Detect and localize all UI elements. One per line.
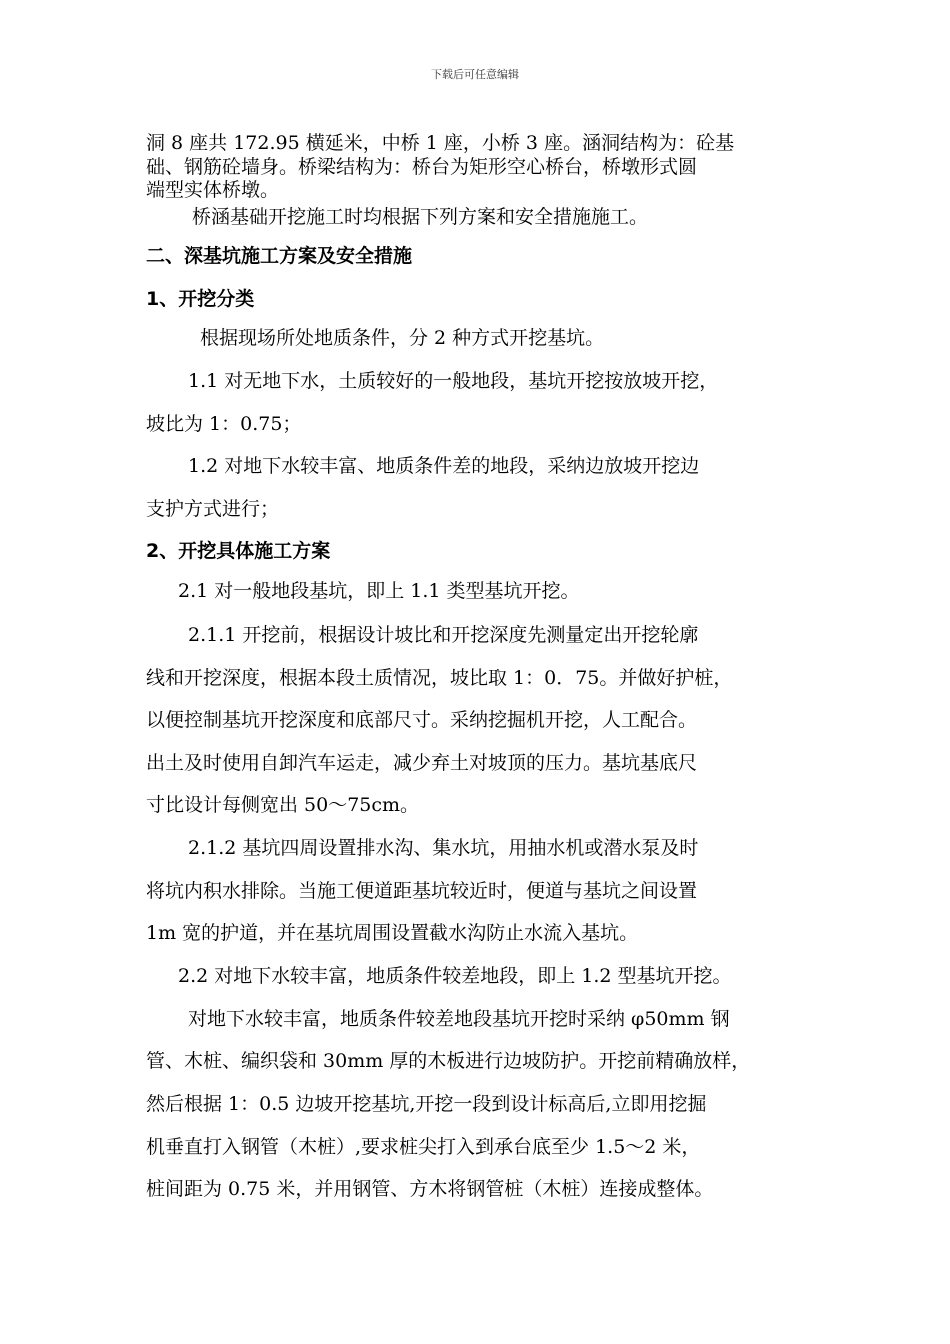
text-line: 1m 宽的护道，并在基坑周围设置截水沟防止水流入基坑。 [146,922,639,944]
text-line: 2.1.2 基坑四周设置排水沟、集水坑，用抽水机或潜水泵及时 [188,837,699,859]
text-line: 机垂直打入钢管（木桩）,要求桩尖打入到承台底至少 1.5～2 米， [146,1136,701,1158]
text-line: 桥涵基础开挖施工时均根据下列方案和安全措施施工。 [192,206,649,228]
page-header-note: 下载后可任意编辑 [431,68,519,81]
text-line: 支护方式进行； [146,498,280,520]
text-line: 坡比为 1：0.75； [146,413,302,435]
text-line: 1.2 对地下水较丰富、地质条件差的地段，采纳边放坡开挖边 [188,455,700,477]
text-line: 端型实体桥墩。 [146,179,280,201]
text-line: 以便控制基坑开挖深度和底部尺寸。采纳挖掘机开挖，人工配合。 [146,709,698,731]
text-line: 2.1 对一般地段基坑，即上 1.1 类型基坑开挖。 [178,580,580,602]
text-line: 出土及时使用自卸汽车运走，减少弃土对坡顶的压力。基坑基底尺 [146,752,698,774]
text-line: 管、木桩、编织袋和 30mm 厚的木板进行边坡防护。开挖前精确放样， [146,1050,751,1072]
text-line: 线和开挖深度，根据本段土质情况，坡比取 1：0．75。并做好护桩， [146,667,733,689]
subsection-heading: 1、开挖分类 [146,288,255,310]
subsection-heading: 2、开挖具体施工方案 [146,540,331,562]
section-heading: 二、深基坑施工方案及安全措施 [146,245,413,267]
text-line: 根据现场所处地质条件，分 2 种方式开挖基坑。 [200,327,605,349]
text-line: 然后根据 1：0.5 边坡开挖基坑,开挖一段到设计标高后,立即用挖掘 [146,1093,707,1115]
text-line: 将坑内积水排除。当施工便道距基坑较近时，便道与基坑之间设置 [146,880,698,902]
text-line: 洞 8 座共 172.95 横延米，中桥 1 座，小桥 3 座。涵洞结构为：砼基 [146,132,735,154]
text-line: 础、钢筋砼墙身。桥梁结构为：桥台为矩形空心桥台，桥墩形式圆 [146,156,698,178]
text-line: 1.1 对无地下水，土质较好的一般地段，基坑开挖按放坡开挖， [188,370,719,392]
text-line: 2.1.1 开挖前，根据设计坡比和开挖深度先测量定出开挖轮廓 [188,624,699,646]
text-line: 对地下水较丰富，地质条件较差地段基坑开挖时采纳 φ50mm 钢 [188,1008,730,1030]
text-line: 桩间距为 0.75 米，并用钢管、方木将钢管桩（木桩）连接成整体。 [146,1178,714,1200]
text-line: 寸比设计每侧宽出 50～75cm。 [146,794,420,816]
text-line: 2.2 对地下水较丰富，地质条件较差地段，即上 1.2 型基坑开挖。 [178,965,732,987]
